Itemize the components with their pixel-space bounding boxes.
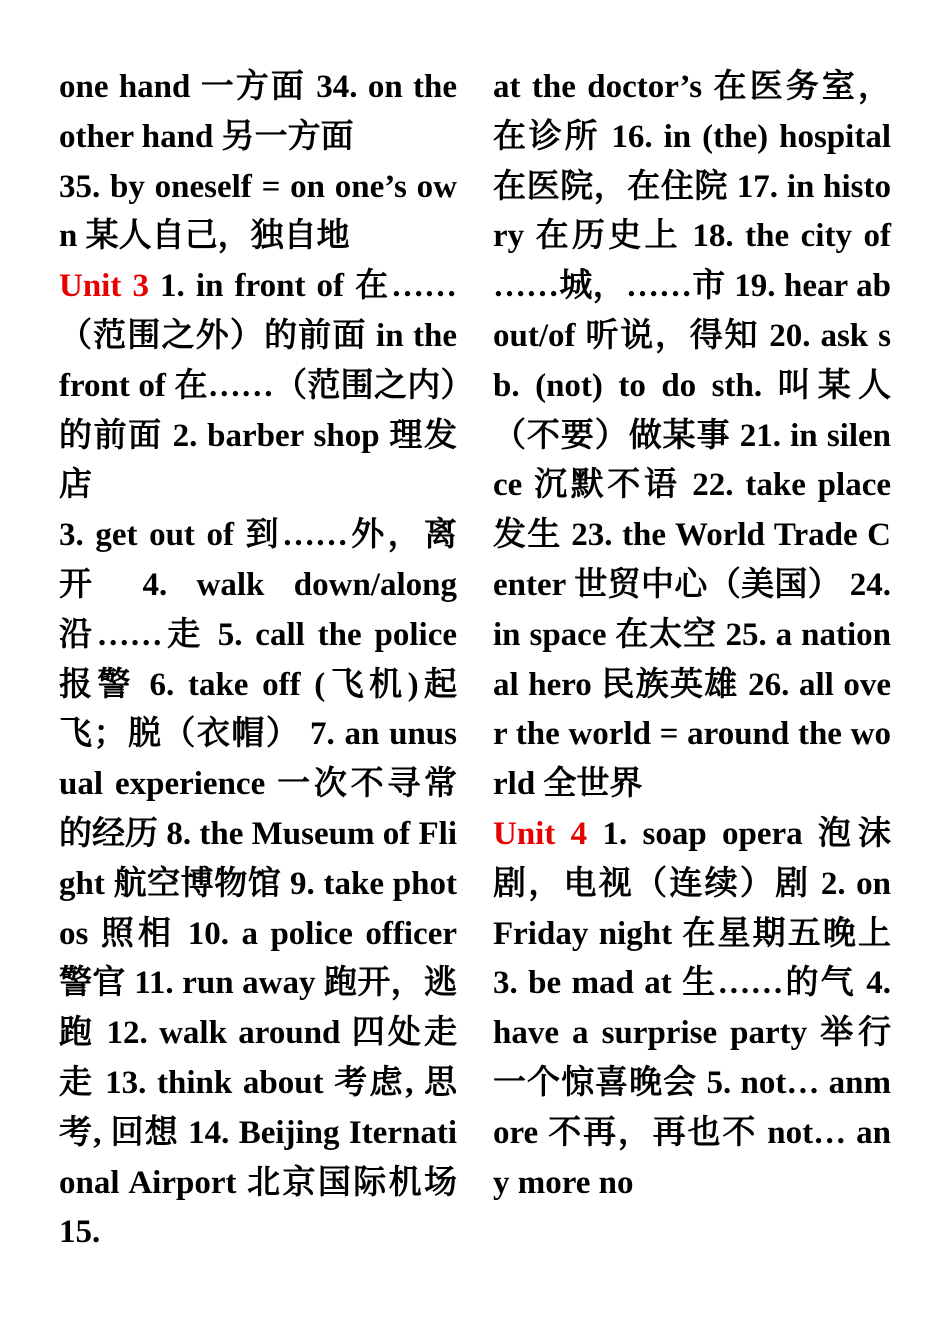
unit-body: 1. in front of 在……（范围之外）的前面 in the front of 在……（范围之内）的前面 2. barber shop 理发店 <box>59 268 457 504</box>
paragraph <box>493 810 891 1208</box>
right-column <box>493 63 891 1208</box>
paragraph: 35. by oneself = on one’s own 某人自己，独自地 <box>59 168 457 255</box>
unit-heading: Unit 3 <box>59 268 149 305</box>
left-column <box>59 63 457 1258</box>
unit-heading: Unit 4 <box>493 815 588 852</box>
paragraph: 3. get out of 到……外，离开 4. walk down/along 沿……走 5. call the police 报警 6. take off (飞机)起飞；脱（衣帽） 7. an unusual experience 一次不寻常的经历 8. the Museum of Flight 航空博物馆 9. take photos 照相 10. a police officer 警官 11. run away 跑开，逃跑 12. walk around 四处走走 13. think about 考虑, 思考, 回想 14. Beijing Iternational Airport 北京国际机场 15. <box>59 517 457 1251</box>
paragraph: one hand 一方面 34. on the other hand 另一方面 <box>59 69 457 155</box>
paragraph <box>59 262 457 511</box>
paragraph: at the doctor’s 在医务室，在诊所 16. in (the) hospital 在医院，在住院 17. in history 在历史上 18. the city of ……城，……市 19. hear about/of 听说，得知 20. ask sb. (not) to do sth. 叫某人（不要）做某事 21. in silence 沉默不语 22. take place 发生 23. the World Trade Center 世贸中心（美国） 24. in space 在太空 25. a national hero 民族英雄 26. all over the world = around the world 全世界 <box>493 69 891 803</box>
unit-body: 1. soap opera 泡沫剧，电视（连续）剧 2. on Friday night 在星期五晚上 3. be mad at 生……的气 4. have a surprise party 举行一个惊喜晚会 5. not… anmore 不再，再也不 not… any more no <box>493 815 892 1201</box>
